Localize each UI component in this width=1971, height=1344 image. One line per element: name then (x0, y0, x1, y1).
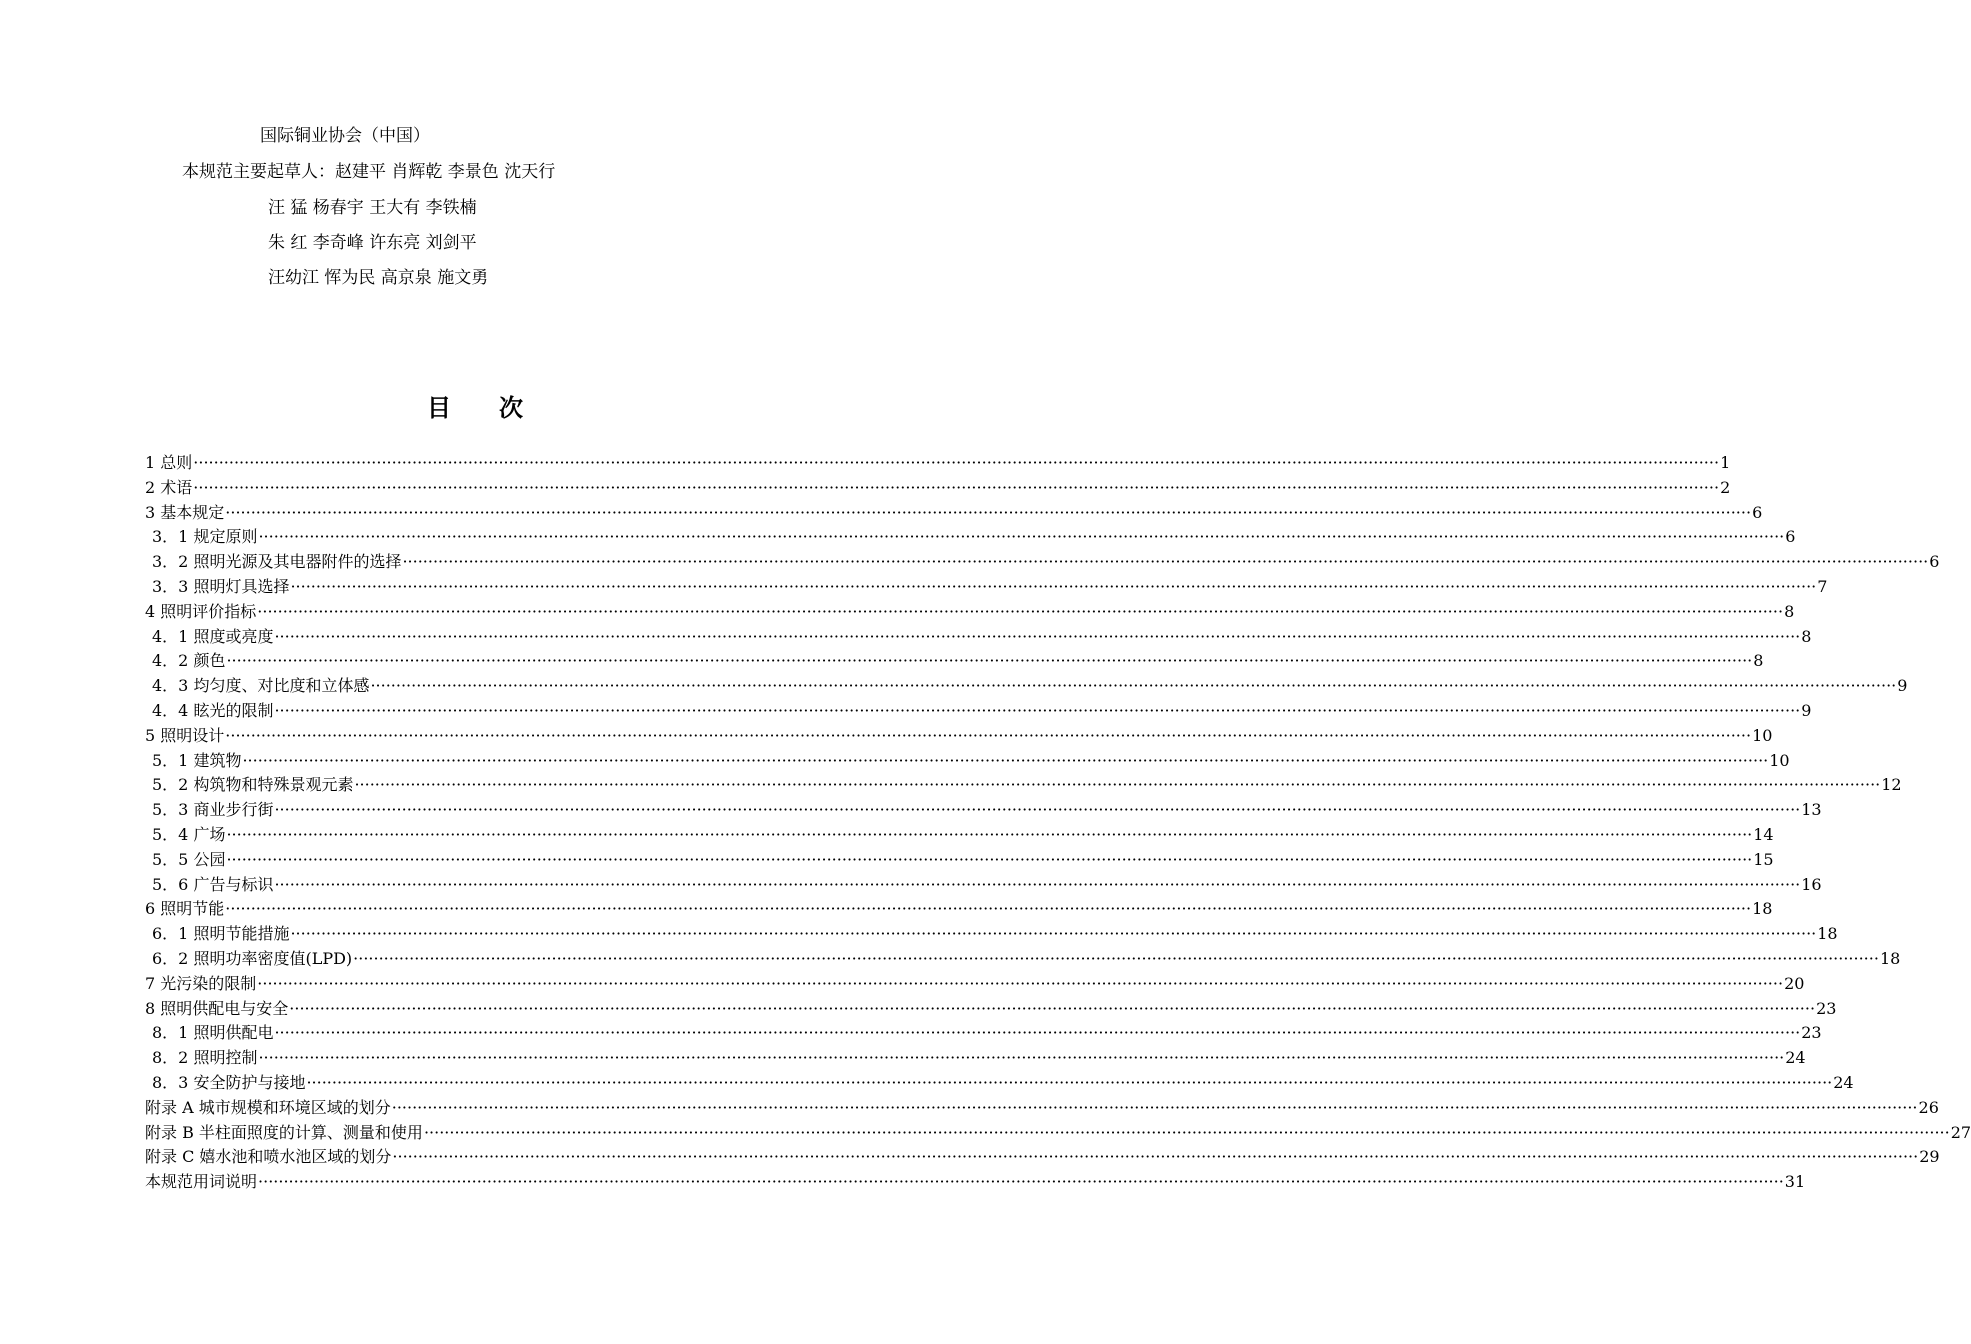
toc-leader-dots: ············································································································································································································································································································ (257, 973, 1784, 993)
toc-entry-page: 1 (1720, 453, 1731, 472)
toc-leader-dots: ············································································································································································································································································································ (225, 725, 1752, 745)
toc-entry-label: 8．1 照明供配电 (152, 1023, 274, 1043)
toc-entry[interactable] (152, 1045, 1806, 1070)
toc-entry-label: 2 术语 (145, 477, 193, 497)
toc-entry-page: 18 (1817, 924, 1838, 944)
toc-leader-dots: ············································································································································································································································································································ (258, 1048, 1785, 1068)
toc-entry-label: 3 基本规定 (145, 502, 225, 522)
toc-entry-page: 9 (1897, 676, 1908, 696)
toc-entry-page: 29 (1919, 1147, 1940, 1167)
toc-entry-page: 24 (1785, 1048, 1806, 1068)
toc-entry-label: 8．2 照明控制 (152, 1048, 258, 1068)
toc-leader-dots: ············································································································································································································································································································ (274, 701, 1801, 720)
toc-leader-dots: ············································································································································································································································································································ (226, 825, 1753, 844)
toc-entry-label: 4．3 均匀度、对比度和立体感 (152, 676, 370, 696)
toc-title-part1: 目 (427, 393, 451, 422)
toc-entry[interactable] (145, 996, 1837, 1021)
toc-entry-label: 1 总则 (145, 453, 193, 472)
toc-entry[interactable] (145, 1144, 1940, 1169)
toc-leader-dots: ············································································································································································································································································································ (290, 924, 1817, 944)
toc-entry-label: 8 照明供配电与安全 (145, 998, 289, 1018)
toc-leader-dots: ············································································································································································································································································································ (306, 1073, 1833, 1092)
toc-leader-dots: ············································································································································································································································································································ (258, 527, 1785, 547)
toc-leader-dots: ············································································································································································································································································································ (391, 1097, 1918, 1117)
toc-entry[interactable] (152, 921, 1838, 946)
toc-leader-dots: ············································································································································································································································································································ (225, 502, 1752, 522)
toc-leader-dots: ············································································································································································································································································································ (274, 800, 1801, 820)
toc-entry-page: 24 (1833, 1073, 1854, 1092)
toc-entry-page: 10 (1769, 750, 1790, 770)
toc-entry-label: 6 照明节能 (145, 899, 225, 919)
toc-leader-dots: ············································································································································································································································································································ (226, 849, 1753, 869)
toc-entry[interactable] (145, 1095, 1939, 1120)
drafters-line-2: 汪 猛 杨春宇 王大有 李铁楠 (268, 198, 477, 218)
toc-entry-label: 5．4 广场 (152, 825, 226, 844)
toc-entry-label: 5．6 广告与标识 (152, 874, 274, 894)
toc-entry-label: 4．4 眩光的限制 (152, 701, 274, 720)
toc-entry-page: 16 (1801, 874, 1822, 894)
toc-entry-page: 18 (1752, 899, 1773, 919)
toc-entry[interactable] (145, 599, 1795, 624)
toc-entry-page: 18 (1879, 949, 1901, 968)
toc-entry[interactable] (152, 698, 1812, 723)
toc-leader-dots: ············································································································································································································································································································ (193, 453, 1720, 472)
toc-entry-page: 15 (1753, 849, 1774, 869)
toc-leader-dots: ············································································································································································································································································································ (290, 577, 1817, 596)
toc-leader-dots: ············································································································································································································································································································ (392, 1147, 1919, 1167)
toc-entry-label: 附录 C 嬉水池和喷水池区域的划分 (145, 1147, 392, 1167)
toc-entry-label: 8．3 安全防护与接地 (152, 1073, 306, 1092)
toc-entry-page: 8 (1801, 626, 1812, 646)
drafters-line-3: 朱 红 李奇峰 许东亮 刘剑平 (268, 233, 477, 253)
toc-entry[interactable] (152, 549, 1940, 574)
toc-entry[interactable] (152, 673, 1908, 698)
toc-entry-label: 7 光污染的限制 (145, 973, 257, 993)
toc-entry-label: 4．1 照度或亮度 (152, 626, 274, 646)
toc-title (0, 388, 950, 423)
toc-entry[interactable] (152, 847, 1774, 872)
toc-entry-label: 3．2 照明光源及其电器附件的选择 (152, 552, 402, 572)
toc-entry[interactable] (145, 723, 1773, 748)
toc-leader-dots: ············································································································································································································································································································ (274, 626, 1801, 646)
toc-entry[interactable] (152, 1070, 1854, 1095)
toc-leader-dots: ············································································································································································································································································································ (370, 676, 1897, 696)
toc-entry-page: 6 (1785, 527, 1796, 547)
toc-leader-dots: ············································································································································································································································································································ (274, 874, 1801, 894)
toc-title-part2: 次 (499, 393, 523, 422)
drafters-line-4: 汪幼江 恽为民 高京泉 施文勇 (268, 268, 489, 288)
toc-entry[interactable] (152, 524, 1796, 549)
toc-entry-page: 7 (1817, 577, 1828, 596)
toc-leader-dots: ············································································································································································································································································································ (354, 775, 1881, 795)
organization-line: 国际铜业协会（中国） (260, 126, 430, 146)
toc-entry-label: 本规范用词说明 (145, 1172, 258, 1192)
toc-entry-page: 2 (1720, 477, 1731, 497)
toc-entry-label: 4．2 颜色 (152, 651, 226, 671)
toc-leader-dots: ············································································································································································································································································································ (193, 477, 1720, 497)
toc-entry[interactable] (145, 475, 1731, 500)
toc-entry-page: 10 (1752, 725, 1773, 745)
toc-entry-page: 9 (1801, 701, 1812, 720)
toc-entry[interactable] (152, 772, 1902, 797)
toc-leader-dots: ············································································································································································································································································································ (289, 998, 1816, 1018)
toc-entry-page: 20 (1784, 973, 1805, 993)
toc-entry-label: 附录 A 城市规模和环境区域的划分 (145, 1097, 391, 1117)
toc-entry-label: 3．1 规定原则 (152, 527, 258, 547)
drafters-line-1: 本规范主要起草人：赵建平 肖辉乾 李景色 沈天行 (182, 162, 556, 182)
toc-entry[interactable] (152, 872, 1822, 897)
toc-leader-dots: ············································································································································································································································································································ (423, 1122, 1950, 1142)
toc-entry[interactable] (145, 500, 1763, 525)
toc-entry[interactable] (145, 1169, 1806, 1194)
toc-entry-page: 6 (1752, 502, 1763, 522)
toc-entry[interactable] (152, 797, 1822, 822)
toc-entry-label: 6．2 照明功率密度值(LPD) (152, 949, 353, 968)
toc-entry[interactable] (152, 624, 1812, 649)
toc-entry-label: 5．1 建筑物 (152, 750, 242, 770)
toc-entry-label: 5．5 公园 (152, 849, 226, 869)
toc-leader-dots: ············································································································································································································································································································ (353, 949, 1879, 968)
toc-leader-dots: ············································································································································································································································································································ (225, 899, 1752, 919)
toc-leader-dots: ············································································································································································································································································································ (274, 1023, 1801, 1043)
toc-entry-label: 5．2 构筑物和特殊景观元素 (152, 775, 354, 795)
toc-leader-dots: ············································································································································································································································································································ (258, 1172, 1784, 1192)
toc-entry[interactable] (145, 896, 1773, 921)
toc-entry-page: 8 (1753, 651, 1764, 671)
toc-entry[interactable] (152, 822, 1774, 847)
toc-entry-label: 5．3 商业步行街 (152, 800, 274, 820)
toc-entry[interactable] (152, 648, 1764, 673)
toc-entry-label: 5 照明设计 (145, 725, 225, 745)
toc-entry[interactable] (145, 450, 1731, 475)
toc-entry[interactable] (145, 971, 1805, 996)
toc-entry-page: 27 (1950, 1122, 1971, 1142)
toc-entry[interactable] (152, 1020, 1822, 1045)
toc-entry-label: 3．3 照明灯具选择 (152, 577, 290, 596)
toc-entry-page: 13 (1801, 800, 1822, 820)
toc-entry-page: 31 (1784, 1172, 1806, 1192)
toc-entry[interactable] (152, 946, 1901, 971)
toc-entry-page: 23 (1816, 998, 1837, 1018)
toc-entry-page: 23 (1801, 1023, 1822, 1043)
toc-entry-page: 6 (1929, 552, 1940, 572)
toc-leader-dots: ············································································································································································································································································································ (226, 651, 1753, 671)
toc-entry[interactable] (152, 748, 1790, 773)
toc-entry[interactable] (152, 574, 1828, 599)
toc-entry[interactable] (145, 1120, 1971, 1145)
toc-leader-dots: ············································································································································································································································································································ (402, 552, 1929, 572)
toc-entry-label: 附录 B 半柱面照度的计算、测量和使用 (145, 1122, 423, 1142)
toc-entry-label: 6．1 照明节能措施 (152, 924, 290, 944)
toc-entry-page: 8 (1784, 601, 1795, 621)
toc-entry-label: 4 照明评价指标 (145, 601, 257, 621)
toc-entry-page: 26 (1918, 1097, 1939, 1117)
toc-entry-page: 14 (1753, 825, 1774, 844)
toc-entry-page: 12 (1881, 775, 1902, 795)
toc-leader-dots: ············································································································································································································································································································ (257, 601, 1784, 621)
toc-leader-dots: ············································································································································································································································································································ (242, 750, 1769, 770)
